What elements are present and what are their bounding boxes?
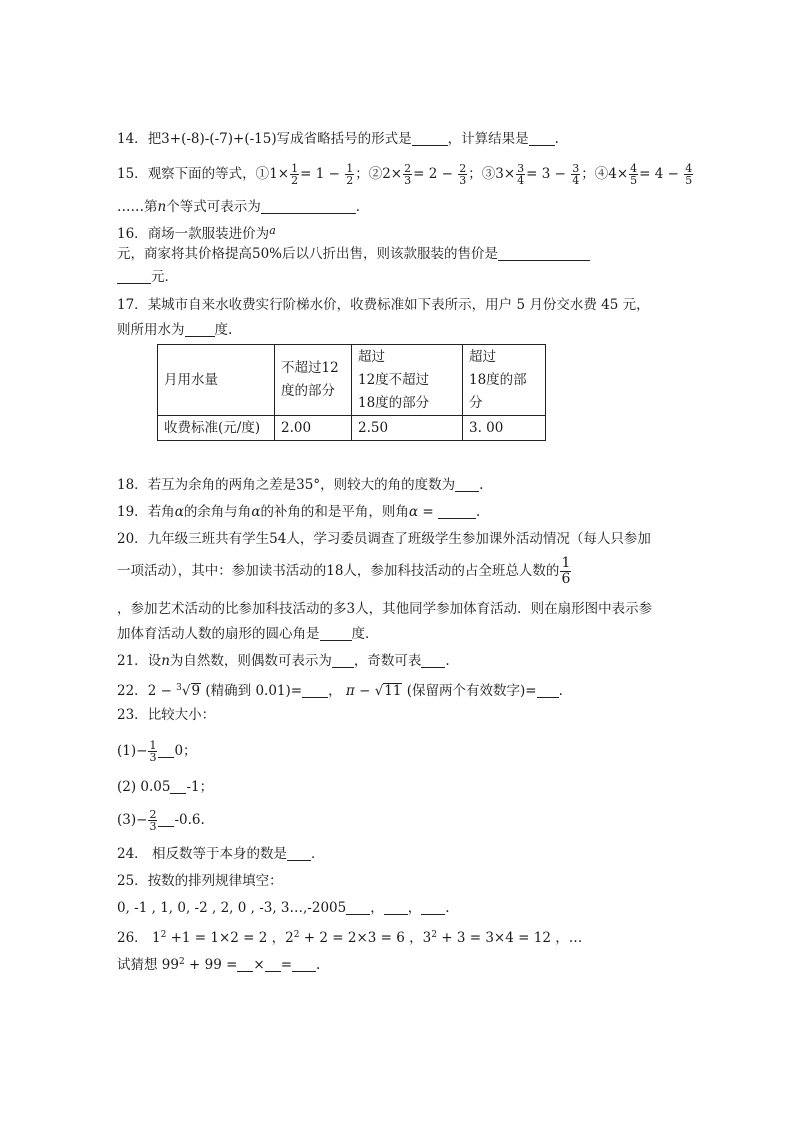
- answer-blank[interactable]: [292, 957, 316, 972]
- radicand: 11: [384, 683, 402, 699]
- numerator: 1: [149, 739, 157, 752]
- punctuation: ．: [310, 846, 325, 862]
- question-text: 为自然数，则偶数可表示为: [169, 653, 332, 669]
- numerator: 2: [149, 808, 157, 821]
- answer-blank[interactable]: [302, 683, 328, 698]
- math-term: =: [280, 957, 293, 973]
- answer-blank[interactable]: [332, 653, 354, 668]
- numerator: 1: [561, 555, 571, 571]
- question-text: ……第: [117, 199, 158, 215]
- cell-text: 超过: [358, 348, 385, 365]
- math-term: 1: [147, 930, 161, 946]
- denominator: 6: [561, 571, 571, 587]
- question-text: 试猜想 99: [117, 957, 179, 973]
- question-15: 15．观察下面的等式，①1× $\frac{1}{2}$ = 1 − $\frac{1}{2}$ ；②2× $\frac{2}{3}$ = 2 − $\frac{2}{3}$ ；③3× $\frac{3}{4}$ = 3 − $\frac{3}{4}$ ；④4× $\frac{4}{5}$ = 4 − $\frac{4}{5}$: [117, 162, 693, 187]
- question-24: [117, 845, 324, 863]
- radicand: 9: [191, 683, 201, 699]
- answer-blank[interactable]: [537, 683, 559, 698]
- question-text: 商场一款服装进价为: [147, 226, 270, 242]
- math-term: 1: [315, 166, 325, 182]
- answer-blank[interactable]: [421, 653, 445, 668]
- math-term: ×: [253, 957, 265, 973]
- answer-blank[interactable]: [421, 900, 445, 915]
- cell-text: 度的部分: [281, 383, 335, 399]
- question-text: -0.6.: [174, 812, 205, 828]
- denominator: 2: [291, 174, 299, 187]
- question-text: ，参加艺术活动的比参加科技活动的多3人，其他同学参加体育活动．则在扇形图中表示参: [117, 601, 653, 617]
- table-cell: [352, 416, 463, 441]
- question-18: [117, 476, 483, 494]
- numerator: 3: [517, 162, 525, 175]
- answer-blank[interactable]: [170, 779, 186, 794]
- question-text: 把3+(-8)-(-7)+(-15)写成省略括号的形式是: [147, 131, 412, 147]
- numerator: 3: [572, 162, 580, 175]
- question-17: [117, 296, 650, 314]
- table-cell: [463, 416, 546, 441]
- math-term: 4: [608, 166, 617, 182]
- exponent: 2: [431, 930, 437, 940]
- answer-blank[interactable]: [158, 812, 174, 827]
- question-25-sequence: [117, 899, 450, 917]
- question-text: 设: [147, 653, 162, 669]
- punctuation: ，: [370, 900, 384, 916]
- answer-blank[interactable]: [265, 957, 281, 972]
- question-text: ，奇数可表: [353, 653, 422, 669]
- answer-blank[interactable]: [455, 477, 479, 492]
- question-text: 九年级三班共有学生54人，学习委员调查了班级学生参加课外活动情况（每人只参加: [147, 531, 651, 547]
- fraction: [403, 163, 412, 186]
- question-text: 个等式可表示为: [166, 199, 261, 215]
- cell-text: 不超过12: [281, 360, 339, 376]
- math-term: 2: [382, 166, 391, 182]
- question-22: 22．2 − $^3$√9 (精确到 0.01)= ， π − √11 (保留两个有效数字)= .: [117, 683, 563, 699]
- question-text: 则所用水为: [117, 322, 185, 338]
- question-text: (3)−: [117, 812, 148, 828]
- answer-blank[interactable]: [185, 322, 215, 337]
- cell-text: 分: [469, 394, 483, 411]
- fraction: [629, 163, 638, 186]
- question-text: 比较大小：: [147, 707, 216, 723]
- question-text: 元，商家将其价格提高50%后以八折出售，则该款服装的售价是: [117, 246, 499, 262]
- question-text: 的余角与角: [183, 504, 252, 520]
- question-text: (2) 0.05: [117, 779, 171, 795]
- denominator: 5: [630, 174, 638, 187]
- question-text: (精确到 0.01)=: [201, 683, 303, 699]
- table-header-cell: [275, 345, 352, 416]
- punctuation: .: [316, 957, 321, 973]
- question-number: 25．: [117, 873, 148, 889]
- question-number: 18．: [117, 477, 148, 493]
- question-16: [117, 222, 276, 243]
- question-number: 26．: [117, 930, 148, 946]
- question-text: 观察下面的等式，①: [147, 166, 270, 182]
- exponent: 2: [293, 930, 300, 940]
- variable: n: [161, 653, 170, 669]
- question-23: [117, 706, 215, 724]
- punctuation: .: [445, 653, 450, 669]
- variable: n: [157, 199, 167, 215]
- question-number: 22．: [117, 683, 148, 699]
- numerator: 1: [291, 162, 299, 175]
- question-text: 若互为余角的两角之差是35°，则较大的角的度数为: [147, 477, 456, 493]
- punctuation: ．: [355, 199, 370, 215]
- math-term: + 3 = 3×4 = 12 ，…: [436, 930, 583, 946]
- table-row: [158, 345, 546, 416]
- fraction: [516, 163, 525, 186]
- number-sequence: 0, -1 , 1, 0, -2 , 2, 0 , -3, 3…,-2005: [117, 900, 347, 916]
- question-text: 相反数等于本身的数是: [147, 846, 287, 862]
- question-number: 14．: [117, 131, 148, 147]
- cell-text: 超过: [469, 348, 496, 365]
- question-text: (1)−: [117, 743, 148, 759]
- cell-text: 收费标准(元/度): [164, 419, 261, 436]
- fraction: [148, 740, 157, 763]
- question-text: 度．: [351, 626, 379, 642]
- variable: α: [408, 504, 419, 520]
- denominator: 3: [459, 174, 467, 187]
- denominator: 4: [572, 174, 580, 187]
- question-19: [117, 503, 480, 521]
- question-text: 的补角的和是平角，则角: [260, 504, 409, 520]
- answer-blank[interactable]: [158, 743, 174, 758]
- question-text: ；③: [468, 166, 496, 182]
- question-number: 21．: [117, 653, 148, 669]
- answer-blank[interactable]: [438, 504, 476, 519]
- cell-text: 18度的部: [469, 371, 527, 388]
- question-text: ，计算结果是: [447, 131, 529, 147]
- question-21: [117, 652, 450, 670]
- math-term: 3: [541, 166, 551, 182]
- answer-blank[interactable]: [261, 199, 356, 214]
- fraction: [684, 163, 693, 186]
- variable: α: [251, 504, 261, 520]
- denominator: 3: [149, 751, 157, 764]
- question-number: 17．: [117, 297, 148, 313]
- math-term: 3: [495, 166, 504, 182]
- math-term: 2 −: [147, 683, 177, 699]
- math-term: 4: [654, 166, 664, 182]
- math-term: +1 = 1×2 = 2 ，2: [166, 930, 294, 946]
- question-number: 24．: [117, 846, 148, 862]
- numerator: 2: [404, 162, 412, 175]
- numerator: 1: [346, 162, 354, 175]
- denominator: 3: [404, 174, 412, 187]
- answer-blank[interactable]: [498, 246, 590, 261]
- cell-text: 3. 00: [469, 419, 504, 436]
- question-text: ；②: [355, 166, 383, 182]
- answer-blank[interactable]: [117, 269, 151, 284]
- question-20-line-3: [117, 600, 652, 618]
- question-text: 加体育活动人数的扇形的圆心角是: [117, 626, 320, 642]
- question-number: 23．: [117, 707, 148, 723]
- question-23-part-2: [117, 778, 213, 796]
- exponent: 2: [160, 930, 167, 940]
- answer-blank[interactable]: [412, 131, 448, 146]
- denominator: 4: [517, 174, 525, 187]
- answer-blank[interactable]: [287, 846, 311, 861]
- answer-blank[interactable]: [320, 626, 352, 641]
- cell-text: 2.00: [281, 419, 312, 436]
- question-25: [117, 872, 283, 890]
- question-number: 20．: [117, 531, 148, 547]
- table-cell: [275, 416, 352, 441]
- question-26: [117, 926, 582, 947]
- fraction: [148, 809, 157, 832]
- question-text: =: [418, 504, 434, 520]
- exponent: 2: [178, 957, 185, 967]
- numerator: 2: [459, 162, 467, 175]
- fraction: [560, 556, 571, 587]
- answer-blank[interactable]: [384, 900, 408, 915]
- math-term: 2: [428, 166, 438, 182]
- denominator: 5: [685, 174, 693, 187]
- answer-blank[interactable]: [529, 131, 555, 146]
- question-text: 度.: [214, 322, 233, 338]
- question-20-line-2: [117, 556, 572, 587]
- root-index: 3: [176, 683, 182, 693]
- question-text: -1；: [186, 779, 214, 795]
- question-16-line-2: [117, 245, 590, 263]
- variable: a: [269, 224, 276, 237]
- punctuation: ，: [407, 900, 422, 916]
- question-text: 一项活动），其中：参加读书活动的18人，参加科技活动的占全班总人数的: [117, 563, 560, 579]
- question-number: 19．: [117, 504, 148, 520]
- punctuation: .: [475, 504, 481, 520]
- cell-text: 月用水量: [164, 371, 218, 388]
- table-row: [158, 416, 546, 441]
- variable: α: [174, 504, 184, 520]
- question-14: [117, 130, 559, 148]
- water-rate-table: [157, 344, 546, 441]
- question-16-line-3: [117, 268, 178, 286]
- question-text: 0；: [174, 743, 197, 759]
- question-text: 按数的排列规律填空：: [147, 873, 283, 889]
- answer-blank[interactable]: [346, 900, 370, 915]
- punctuation: .: [479, 477, 484, 493]
- math-term: + 99 =: [184, 957, 238, 973]
- question-text: 若角: [147, 504, 175, 520]
- fraction: [290, 163, 299, 186]
- table-cell: [158, 416, 275, 441]
- table-header-cell: [463, 345, 546, 416]
- punctuation: .: [554, 131, 559, 147]
- math-term: + 2 = 2×3 = 6 ，3: [299, 930, 432, 946]
- punctuation: .: [558, 683, 563, 699]
- table-header-cell: [158, 345, 275, 416]
- punctuation: .: [445, 900, 450, 916]
- question-20: [117, 530, 651, 548]
- denominator: 2: [346, 174, 354, 187]
- numerator: 4: [630, 162, 638, 175]
- question-17-line-2: [117, 321, 232, 339]
- question-26-line-2: [117, 953, 320, 974]
- cell-text: 18度的部分: [358, 394, 430, 411]
- denominator: 3: [149, 820, 157, 833]
- question-number: 15．: [117, 166, 148, 182]
- question-number: 16．: [117, 226, 148, 242]
- table-header-cell: [352, 345, 463, 416]
- question-text: 元．: [151, 269, 178, 285]
- numerator: 4: [685, 162, 693, 175]
- fraction: [571, 163, 580, 186]
- question-15-line-2: [117, 198, 369, 216]
- question-text: ；④: [581, 166, 609, 182]
- question-20-line-4: [117, 625, 379, 643]
- variable: π: [345, 683, 355, 699]
- question-23-part-3: [117, 809, 205, 832]
- question-23-part-1: [117, 740, 197, 763]
- fraction: [458, 163, 467, 186]
- question-text: 某城市自来水收费实行阶梯水价，收费标准如下表所示，用户 5 月份交水费 45 元，: [147, 297, 650, 313]
- fraction: [345, 163, 354, 186]
- math-term: −: [354, 683, 375, 699]
- question-text: (保留两个有效数字)=: [402, 683, 537, 699]
- answer-blank[interactable]: [237, 957, 253, 972]
- cell-text: 2.50: [358, 419, 389, 436]
- math-term: 1: [269, 166, 278, 182]
- cell-text: 12度不超过: [358, 371, 430, 388]
